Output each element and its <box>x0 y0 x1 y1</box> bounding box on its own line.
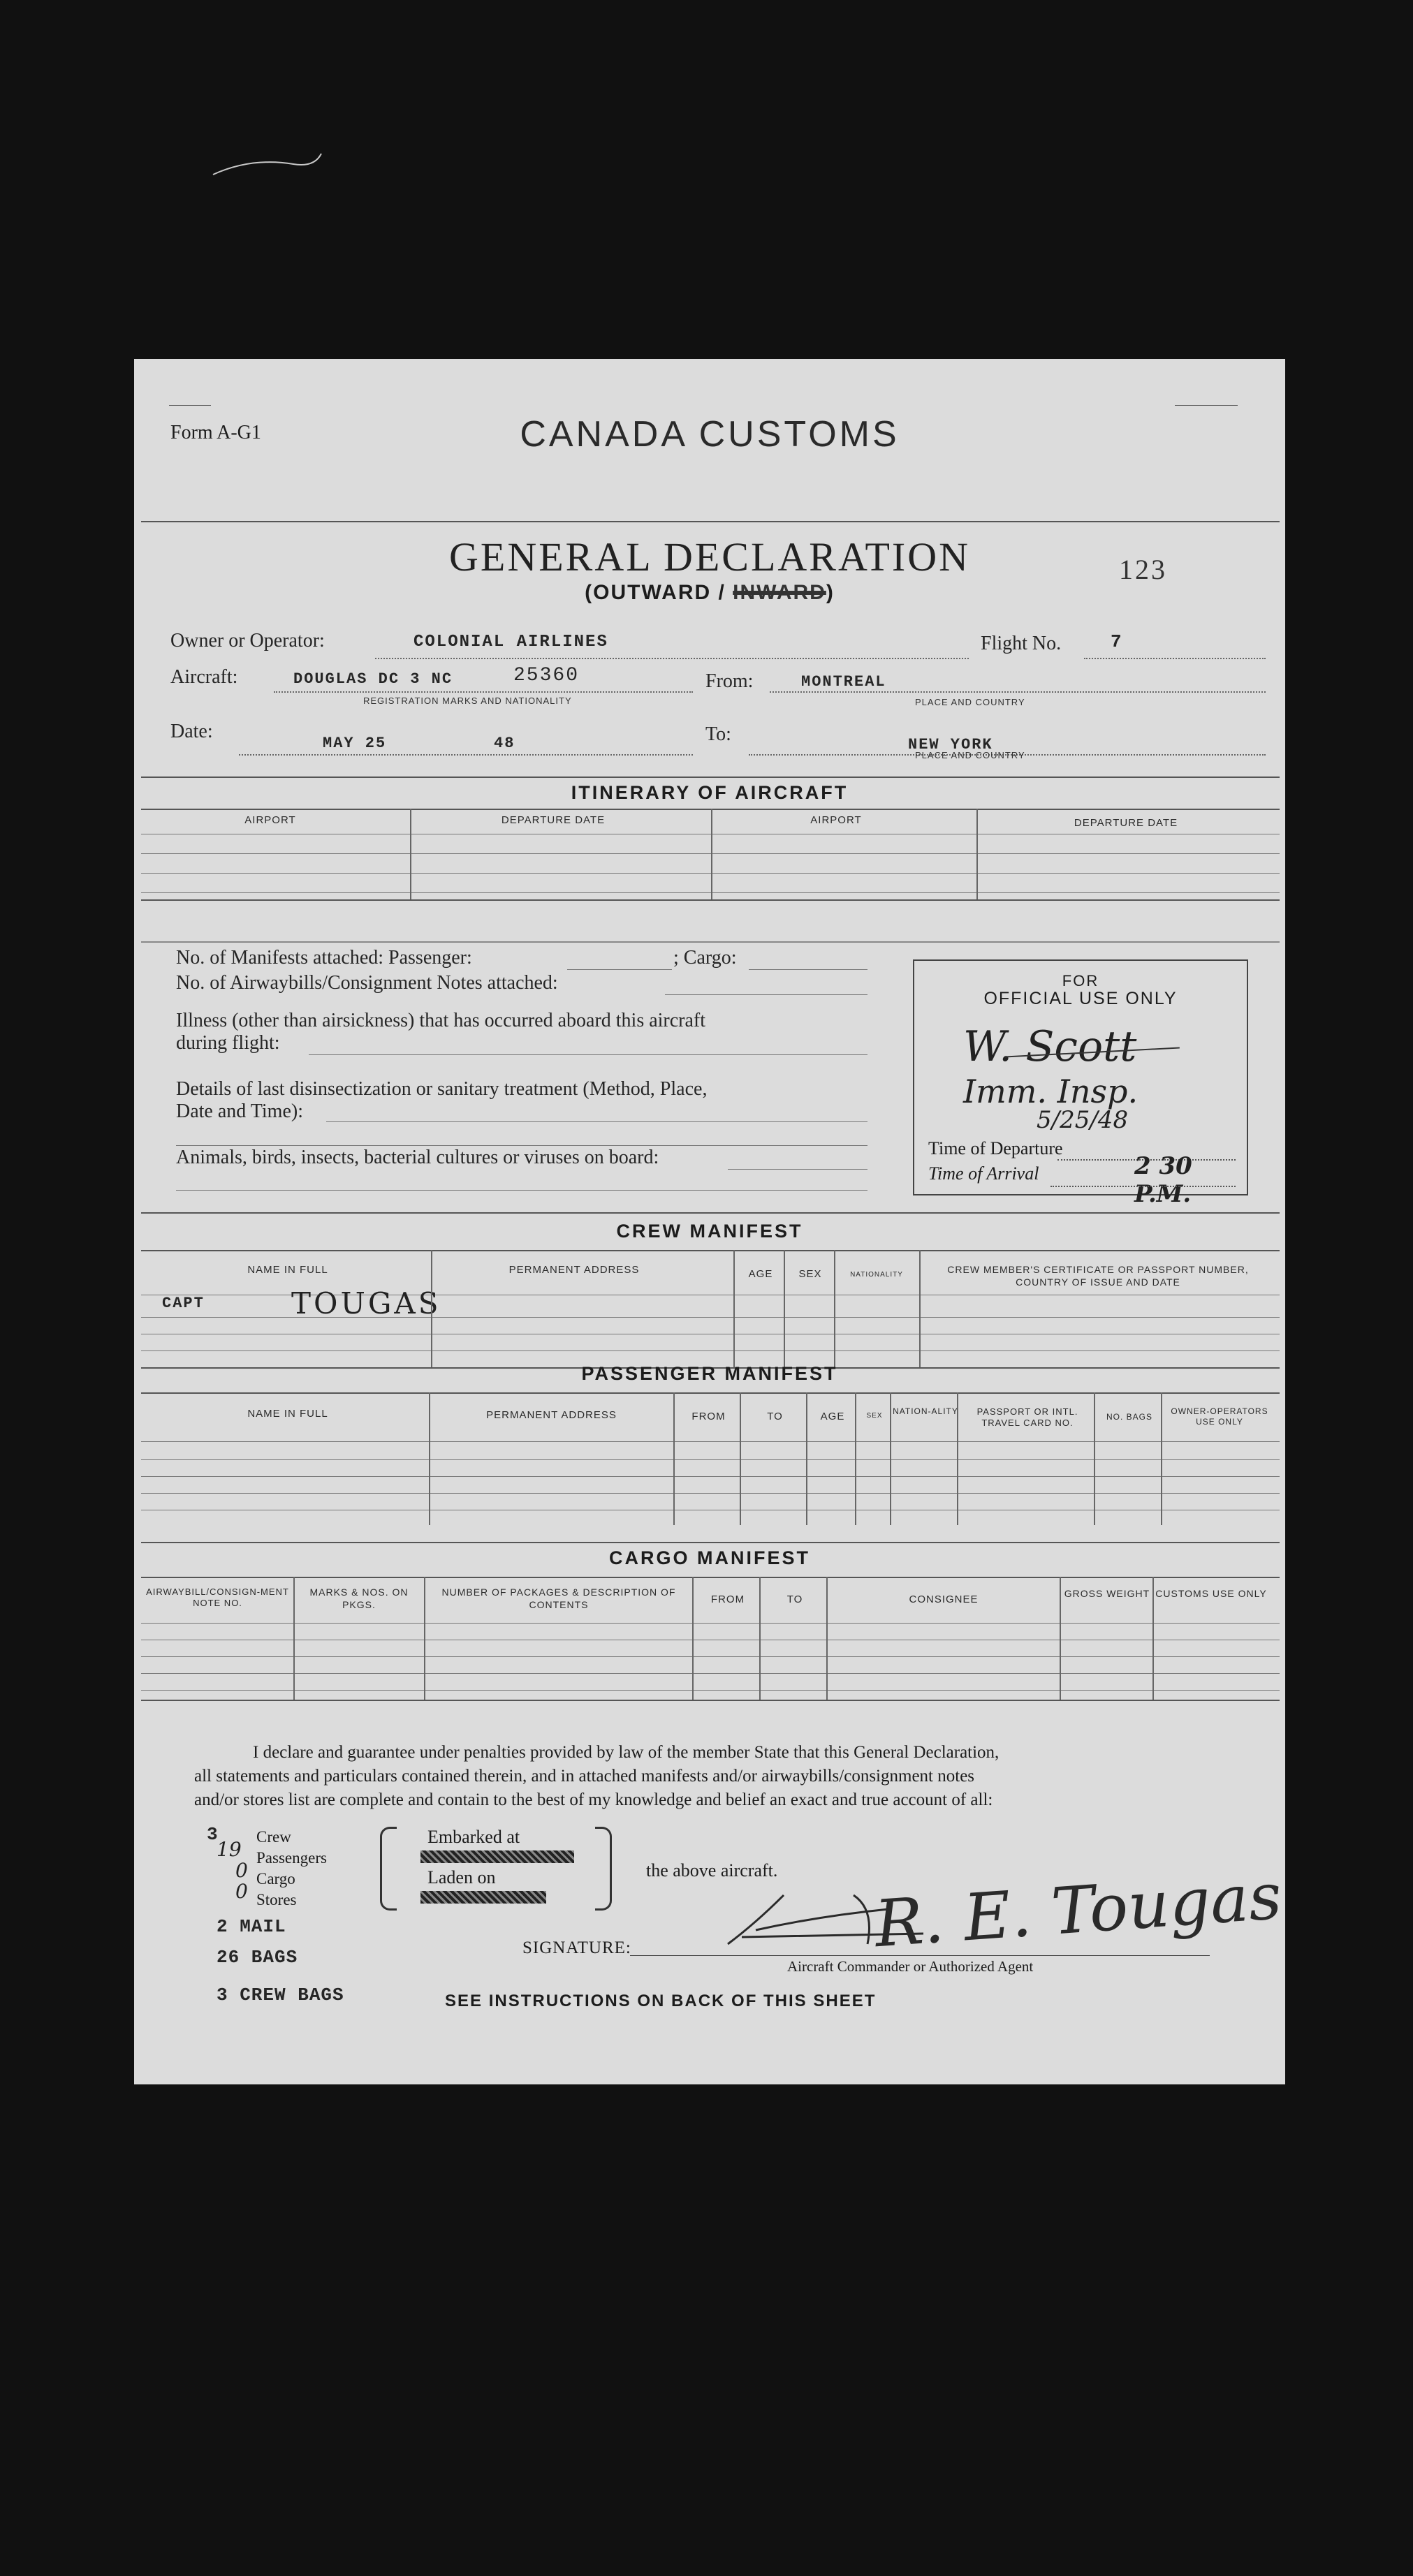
passenger-col-from: FROM <box>691 1411 726 1422</box>
itinerary-col-departure-2: DEPARTURE DATE <box>1074 817 1178 829</box>
cargo-col-divider <box>692 1577 694 1700</box>
owner-label: Owner or Operator: <box>170 630 325 652</box>
cargo-col-marks: MARKS & NOS. ON PKGS. <box>309 1587 409 1610</box>
passenger-col-to: TO <box>767 1411 783 1422</box>
laden-label: Laden on <box>427 1867 496 1887</box>
from-line <box>770 691 1266 693</box>
flight-value: 7 <box>1111 631 1123 652</box>
subtitle-close: ) <box>826 581 835 604</box>
itinerary-col-divider <box>976 809 978 899</box>
passenger-col-divider <box>855 1392 856 1525</box>
manifests-cargo-label: ; Cargo: <box>673 947 737 969</box>
crew-col-divider <box>784 1250 785 1367</box>
itinerary-rule-mid <box>141 809 1280 810</box>
itinerary-rule-top <box>141 777 1280 778</box>
official-signature-title: Imm. Insp. <box>963 1073 1139 1110</box>
cargo-rule-top <box>141 1542 1280 1543</box>
background-scratch <box>210 147 328 182</box>
date-line <box>239 754 693 756</box>
crew-col-divider <box>733 1250 735 1367</box>
instructions-note: SEE INSTRUCTIONS ON BACK OF THIS SHEET <box>445 1992 877 2010</box>
official-signature-date: 5/25/48 <box>1037 1106 1129 1134</box>
cargo-count-label: Cargo <box>256 1870 295 1887</box>
aircraft-line <box>274 691 693 693</box>
passenger-col-name: NAME IN FULL <box>247 1408 328 1420</box>
airwaybills-label: No. of Airwaybills/Consignment Notes attached: <box>176 972 558 994</box>
arrival-line <box>1050 1186 1236 1187</box>
arrival-value: 2 30 P.M. <box>1134 1152 1192 1208</box>
passenger-count-label: Passengers <box>256 1849 327 1867</box>
crew-rule-top <box>141 1212 1280 1214</box>
crew-bags-count: 3 CREW BAGS <box>217 1985 344 2005</box>
crew-col-nationality: NATIONALITY <box>850 1271 903 1279</box>
crew-col-divider <box>919 1250 921 1367</box>
cargo-col-packages: NUMBER OF PACKAGES & DESCRIPTION OF CONTENTS <box>441 1587 676 1610</box>
departure-label: Time of Departure <box>928 1138 1063 1158</box>
passenger-row-line <box>141 1493 1280 1494</box>
signature-scribble <box>714 1867 951 1958</box>
itinerary-row-line <box>141 892 1280 893</box>
itinerary-col-departure-1: DEPARTURE DATE <box>501 814 606 826</box>
crew-count-label: Crew <box>256 1828 291 1846</box>
cargo-title: CARGO MANIFEST <box>609 1547 810 1568</box>
itinerary-rule-bottom-2 <box>141 941 1280 943</box>
animals-label: Animals, birds, insects, bacterial cultures or viruses on board: <box>176 1147 659 1168</box>
mail-count: 2 MAIL <box>217 1916 286 1937</box>
right-brace <box>595 1827 612 1911</box>
illness-label-1: Illness (other than airsickness) that has occurred aboard this aircraft <box>176 1010 706 1031</box>
disinsect-line <box>326 1121 867 1122</box>
cargo-col-airwaybill: AIRWAYBILL/CONSIGN-MENT NOTE NO. <box>146 1587 289 1609</box>
crew-col-divider <box>834 1250 835 1367</box>
to-hint: PLACE AND COUNTRY <box>915 750 1025 760</box>
passenger-count: 19 <box>217 1838 242 1861</box>
crew-row-line <box>141 1317 1280 1318</box>
crew-col-age: AGE <box>748 1268 773 1280</box>
cargo-col-divider <box>1060 1577 1061 1700</box>
manifests-cargo-line <box>749 969 867 970</box>
signer-hint: Aircraft Commander or Authorized Agent <box>787 1958 1034 1975</box>
itinerary-col-airport-1: AIRPORT <box>244 814 296 826</box>
left-brace <box>380 1827 397 1911</box>
date-value: MAY 25 <box>323 735 387 752</box>
cargo-rule-mid <box>141 1577 1280 1578</box>
passenger-col-nationality: NATION-ALITY <box>893 1406 958 1416</box>
passenger-col-passport: PASSPORT OR INTL. TRAVEL CARD NO. <box>976 1406 1078 1429</box>
itinerary-col-divider <box>410 809 411 899</box>
official-title: OFFICIAL USE ONLY <box>983 989 1178 1008</box>
cargo-col-divider <box>826 1577 828 1700</box>
passenger-col-sex: SEX <box>866 1412 883 1420</box>
passenger-col-divider <box>806 1392 807 1525</box>
owner-line <box>375 658 969 659</box>
passenger-col-divider <box>957 1392 958 1525</box>
official-use-box <box>913 959 1248 1208</box>
animals-line <box>728 1169 867 1170</box>
passenger-title: PASSENGER MANIFEST <box>581 1363 838 1384</box>
cargo-col-consignee: CONSIGNEE <box>909 1594 979 1605</box>
flight-line <box>1084 658 1266 659</box>
passenger-col-divider <box>429 1392 430 1525</box>
itinerary-title: ITINERARY OF AIRCRAFT <box>571 782 849 803</box>
passenger-col-divider <box>740 1392 741 1525</box>
cargo-col-customs: CUSTOMS USE ONLY <box>1155 1588 1267 1599</box>
passenger-row-line <box>141 1476 1280 1477</box>
aircraft-value: DOUGLAS DC 3 NC <box>293 670 453 688</box>
passenger-col-divider <box>673 1392 675 1525</box>
aircraft-label: Aircraft: <box>170 666 238 688</box>
cargo-col-divider <box>424 1577 425 1700</box>
passenger-col-divider <box>890 1392 891 1525</box>
top-mark-left <box>169 405 211 406</box>
airwaybills-line <box>665 994 867 995</box>
crew-title: CREW MANIFEST <box>616 1221 803 1242</box>
itinerary-rule-bottom <box>141 899 1280 901</box>
owner-value: COLONIAL AIRLINES <box>413 633 608 652</box>
to-value: NEW YORK <box>908 736 993 753</box>
passenger-row-line <box>141 1459 1280 1460</box>
disinsect-label-1: Details of last disinsectization or sanitary treatment (Method, Place, <box>176 1078 708 1100</box>
declaration-number: 123 <box>1119 554 1167 585</box>
crew-count: 3 <box>207 1824 219 1845</box>
laden-struck <box>420 1891 546 1904</box>
cargo-row-line <box>141 1656 1280 1657</box>
bags-count: 26 BAGS <box>217 1947 298 1968</box>
crew-col-sex: SEX <box>798 1268 822 1280</box>
cargo-col-divider <box>293 1577 295 1700</box>
cargo-count: 0 <box>235 1859 248 1882</box>
embarked-struck <box>420 1850 574 1863</box>
passenger-col-owner-use: OWNER-OPERATORS USE ONLY <box>1171 1406 1268 1427</box>
itinerary-col-divider <box>711 809 712 899</box>
declaration-line-3: and/or stores list are complete and contain to the best of my knowledge and belief an exact and true account of all: <box>194 1790 993 1809</box>
crew-col-address: PERMANENT ADDRESS <box>508 1264 640 1276</box>
itinerary-row-line <box>141 853 1280 854</box>
to-label: To: <box>705 723 731 745</box>
stores-count-label: Stores <box>256 1891 297 1908</box>
passenger-col-age: AGE <box>820 1411 845 1422</box>
cargo-col-from: FROM <box>710 1594 745 1605</box>
aircraft-registration: 25360 <box>513 665 580 686</box>
form-id: Form A-G1 <box>170 422 261 443</box>
cargo-header-line <box>141 1623 1280 1624</box>
illness-label-2: during flight: <box>176 1032 280 1054</box>
commander-signature: R. E. Tougas <box>872 1858 1284 1962</box>
subtitle-outward: (OUTWARD / <box>585 581 733 604</box>
signature-label: SIGNATURE: <box>522 1938 631 1957</box>
passenger-col-divider <box>1094 1392 1095 1525</box>
cargo-row-line <box>141 1673 1280 1674</box>
crew-col-name: NAME IN FULL <box>247 1264 328 1276</box>
crew-rule-mid <box>141 1250 1280 1251</box>
embarked-label: Embarked at <box>427 1827 520 1847</box>
agency-title: CANADA CUSTOMS <box>520 414 900 455</box>
declaration-form <box>134 359 1285 2084</box>
crew-row-line <box>141 1350 1280 1351</box>
manifests-passenger-line <box>567 969 672 970</box>
passenger-col-divider <box>1161 1392 1162 1525</box>
form-title: GENERAL DECLARATION <box>449 534 970 580</box>
cargo-col-weight: GROSS WEIGHT <box>1064 1588 1150 1599</box>
crew-entry-rank: CAPT <box>162 1295 205 1312</box>
flight-label: Flight No. <box>981 633 1062 654</box>
official-signature-name: W. Scott <box>963 1022 1137 1071</box>
passenger-rule-mid <box>141 1392 1280 1394</box>
crew-entry-name: TOUGAS <box>291 1286 441 1320</box>
passenger-header-line <box>141 1441 1280 1442</box>
illness-line <box>309 1054 867 1055</box>
itinerary-row-line <box>141 873 1280 874</box>
cargo-col-divider <box>759 1577 761 1700</box>
date-label: Date: <box>170 721 213 742</box>
passenger-col-address: PERMANENT ADDRESS <box>486 1409 617 1421</box>
cargo-row-line <box>141 1690 1280 1691</box>
top-mark-right <box>1175 405 1238 406</box>
crew-col-divider <box>431 1250 432 1367</box>
form-subtitle <box>134 581 1285 605</box>
above-aircraft-label: the above aircraft. <box>646 1860 778 1881</box>
arrival-label: Time of Arrival <box>928 1163 1039 1184</box>
stores-count: 0 <box>235 1880 248 1903</box>
cargo-rule-bottom <box>141 1700 1280 1701</box>
from-label: From: <box>705 670 754 692</box>
crew-col-certificate: CREW MEMBER'S CERTIFICATE OR PASSPORT NUMBER, COUNTRY OF ISSUE AND DATE <box>947 1264 1249 1288</box>
cargo-col-to: TO <box>786 1594 803 1605</box>
passenger-col-bags: NO. BAGS <box>1106 1412 1152 1422</box>
header-rule <box>141 521 1280 522</box>
declaration-line-2: all statements and particulars contained therein, and in attached manifests and/or airwaybills/consignment notes <box>194 1767 975 1786</box>
disinsect-line-2 <box>176 1145 867 1146</box>
subtitle-inward-struck: INWARD <box>733 581 826 604</box>
official-for: FOR <box>1062 972 1099 989</box>
itinerary-col-airport-2: AIRPORT <box>810 814 862 826</box>
declaration-line-1: I declare and guarantee under penalties provided by law of the member State that this General Declaration, <box>253 1743 1000 1762</box>
animals-line-2 <box>176 1190 867 1191</box>
manifests-label: No. of Manifests attached: Passenger: <box>176 947 472 969</box>
cargo-col-divider <box>1152 1577 1154 1700</box>
disinsect-label-2: Date and Time): <box>176 1101 303 1122</box>
date-year: 48 <box>494 735 515 752</box>
from-hint: PLACE AND COUNTRY <box>915 697 1025 707</box>
aircraft-hint: REGISTRATION MARKS AND NATIONALITY <box>363 695 572 706</box>
from-value: MONTREAL <box>801 673 886 691</box>
